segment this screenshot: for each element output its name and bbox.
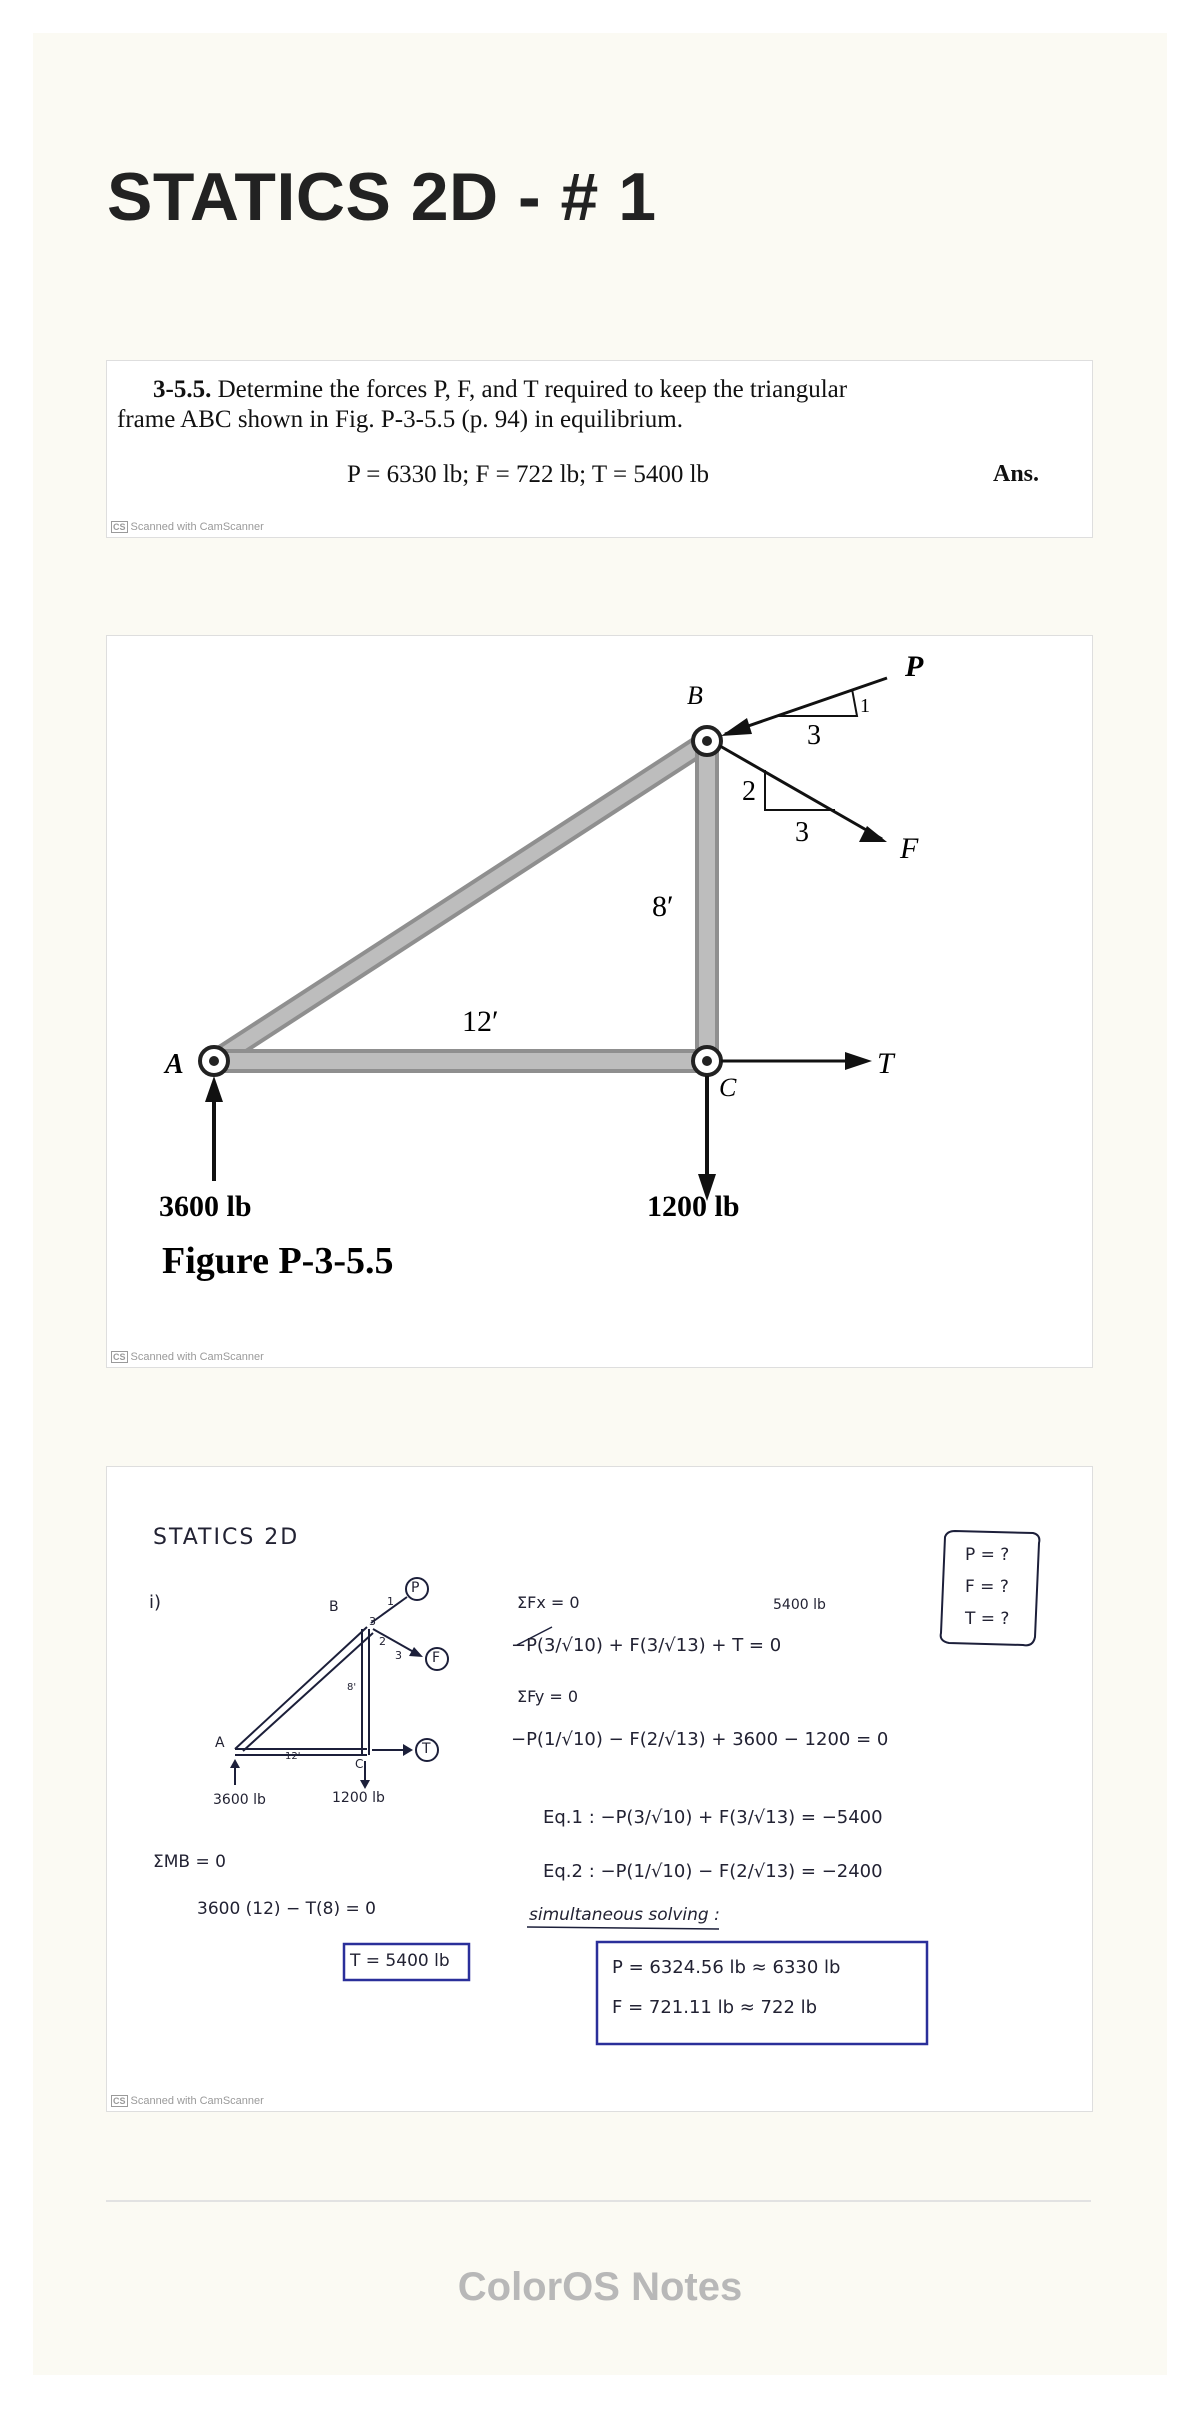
label-T: T — [877, 1047, 894, 1080]
eq-fy: −P(1/√10) − F(2/√13) + 3600 − 1200 = 0 — [511, 1729, 889, 1750]
pin-A — [200, 1047, 228, 1075]
fbd-sketch — [107, 1467, 1092, 2111]
slope-P-rise: 1 — [860, 695, 870, 717]
problem-number: 3-5.5. — [153, 376, 212, 403]
eq-fx: −P(3/√10) + F(3/√13) + T = 0 — [511, 1635, 782, 1656]
truss-figure — [107, 636, 1092, 1367]
fbd-slope-3b: 3 — [395, 1649, 402, 1662]
label-A: A — [165, 1049, 184, 1080]
fbd-label-B: B — [329, 1599, 339, 1615]
label-F: F — [900, 832, 919, 865]
fbd-len-8: 8' — [347, 1682, 357, 1693]
problem-line-2: frame ABC shown in Fig. P-3-5.5 (p. 94) in equilibrium. — [117, 406, 683, 433]
slope-F-run: 3 — [795, 817, 809, 848]
problem-line-1: Determine the forces P, F, and T required to keep the triangular — [217, 376, 848, 403]
label-B: B — [687, 681, 703, 710]
solution-part: i) — [149, 1592, 162, 1613]
solution-heading: STATICS 2D — [153, 1525, 300, 1550]
figure-caption: Figure P-3-5.5 — [162, 1240, 394, 1282]
fbd-slope-2: 2 — [379, 1635, 386, 1648]
pin-C — [693, 1047, 721, 1075]
label-C: C — [719, 1073, 737, 1102]
dim-vertical: 8′ — [652, 890, 674, 923]
camscanner-watermark: CS Scanned with CamScanner — [113, 2095, 264, 2107]
equation-2: Eq.2 : −P(1/√10) − F(2/√13) = −2400 — [543, 1861, 883, 1882]
fbd-load-C: 1200 lb — [332, 1790, 385, 1806]
fbd-circle-T: T — [422, 1741, 431, 1757]
fbd-slope-3: 3 — [369, 1615, 376, 1628]
app-footer: ColorOS Notes — [457, 2265, 743, 2309]
slope-P-run: 3 — [807, 720, 821, 751]
unknown-F: F = ? — [965, 1577, 1009, 1597]
fbd-load-A: 3600 lb — [213, 1792, 266, 1808]
ans-label: Ans. — [993, 461, 1040, 487]
figure-scan-image[interactable] — [106, 635, 1093, 1368]
camscanner-watermark: CS Scanned with CamScanner — [113, 521, 264, 533]
sum-fx: ΣFx = 0 — [517, 1593, 580, 1612]
dim-horizontal: 12′ — [462, 1005, 499, 1038]
load-A-label: 3600 lb — [159, 1190, 252, 1223]
slope-F-rise: 2 — [742, 776, 756, 807]
problem-scan-image[interactable] — [106, 360, 1093, 538]
camscanner-watermark: CS Scanned with CamScanner — [113, 1351, 264, 1363]
fbd-label-A: A — [215, 1735, 225, 1751]
load-C-label: 1200 lb — [647, 1190, 740, 1223]
fbd-circle-P: P — [411, 1580, 420, 1596]
sum-fy: ΣFy = 0 — [517, 1687, 579, 1706]
moment-sum: ΣMB = 0 — [153, 1852, 226, 1872]
fbd-circle-F: F — [432, 1650, 441, 1666]
pin-B — [693, 727, 721, 755]
unknown-P: P = ? — [965, 1545, 1010, 1565]
label-P: P — [905, 650, 924, 683]
moment-equation: 3600 (12) − T(8) = 0 — [197, 1899, 376, 1919]
fbd-len-12: 12' — [285, 1751, 301, 1762]
result-T: T = 5400 lb — [350, 1951, 450, 1971]
equation-1: Eq.1 : −P(3/√10) + F(3/√13) = −5400 — [543, 1807, 883, 1828]
footer-divider — [106, 2200, 1091, 2202]
result-P: P = 6324.56 lb ≈ 6330 lb — [612, 1957, 841, 1978]
result-F: F = 721.11 lb ≈ 722 lb — [612, 1997, 818, 2018]
simultaneous-label: simultaneous solving : — [529, 1905, 720, 1925]
note-5400: 5400 lb — [773, 1597, 826, 1613]
problem-answer: P = 6330 lb; F = 722 lb; T = 5400 lb — [347, 461, 710, 488]
fbd-label-C: C — [355, 1757, 364, 1771]
note-title: STATICS 2D - # 1 — [107, 159, 657, 235]
fbd-slope-1: 1 — [387, 1595, 394, 1608]
solution-scan-image[interactable] — [106, 1466, 1093, 2112]
unknown-T: T = ? — [965, 1609, 1010, 1629]
